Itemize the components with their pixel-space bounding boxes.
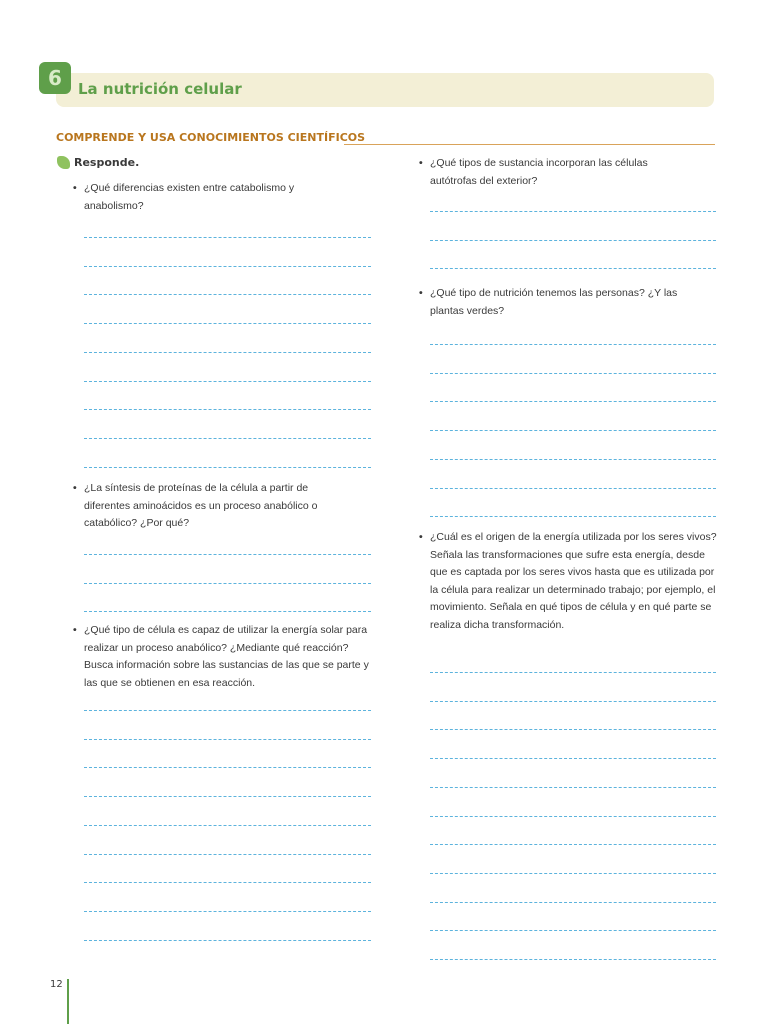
answer-line[interactable] (430, 516, 716, 517)
answer-line[interactable] (84, 583, 371, 584)
answer-line[interactable] (84, 294, 371, 295)
answer-line[interactable] (430, 787, 716, 788)
answer-line[interactable] (84, 467, 371, 468)
answer-line[interactable] (430, 873, 716, 874)
answer-line[interactable] (84, 554, 371, 555)
question-text: ¿Qué tipo de célula es capaz de utilizar la energía solar para realizar un proceso anabólico? ¿Mediante qué reacción? Busca información sobre las sustancias de las que se parte y las que se obtienen en esa reacción. (84, 624, 369, 689)
bullet: • (419, 157, 423, 169)
answer-line[interactable] (84, 409, 371, 410)
answer-line[interactable] (84, 611, 371, 612)
section-heading: COMPRENDE Y USA CONOCIMIENTOS CIENTÍFICOS (56, 131, 366, 144)
answer-line[interactable] (430, 459, 716, 460)
answer-line[interactable] (430, 240, 716, 241)
answer-line[interactable] (84, 438, 371, 439)
answer-line[interactable] (84, 796, 371, 797)
bullet: • (73, 182, 77, 194)
answer-line[interactable] (84, 381, 371, 382)
task-label: Responde. (74, 156, 140, 169)
question-text: ¿La síntesis de proteínas de la célula a partir de diferentes aminoácidos es un proceso anabólico o catabólico? ¿Por qué? (84, 482, 318, 529)
answer-line[interactable] (430, 211, 716, 212)
answer-line[interactable] (84, 237, 371, 238)
answer-line[interactable] (430, 959, 716, 960)
answer-line[interactable] (84, 710, 371, 711)
answer-line[interactable] (430, 401, 716, 402)
answer-line[interactable] (430, 268, 716, 269)
answer-line[interactable] (430, 902, 716, 903)
question-text: ¿Qué tipos de sustancia incorporan las células autótrofas del exterior? (430, 157, 648, 187)
answer-line[interactable] (84, 266, 371, 267)
bullet: • (419, 531, 423, 543)
answer-line[interactable] (84, 854, 371, 855)
answer-line[interactable] (84, 825, 371, 826)
answer-line[interactable] (84, 767, 371, 768)
question-catabolism (73, 180, 324, 215)
answer-line[interactable] (430, 930, 716, 931)
bullet: • (419, 287, 423, 299)
section-divider (344, 144, 715, 145)
answer-line[interactable] (430, 488, 716, 489)
question-protein-synthesis (73, 480, 346, 533)
page-title: La nutrición celular (78, 80, 242, 98)
question-solar-energy-cell (73, 622, 374, 692)
answer-line[interactable] (430, 373, 716, 374)
question-energy-origin (419, 529, 720, 634)
answer-line[interactable] (84, 940, 371, 941)
answer-line[interactable] (430, 816, 716, 817)
margin-rule (67, 979, 69, 1024)
answer-line[interactable] (84, 739, 371, 740)
leaf-icon (57, 156, 70, 169)
question-text: ¿Qué diferencias existen entre catabolismo y anabolismo? (84, 182, 295, 212)
bullet: • (73, 482, 77, 494)
answer-line[interactable] (430, 430, 716, 431)
question-text: ¿Qué tipo de nutrición tenemos las personas? ¿Y las plantas verdes? (430, 287, 678, 317)
chapter-number-badge: 6 (39, 62, 71, 94)
question-nutrition-type (419, 285, 690, 320)
answer-line[interactable] (84, 882, 371, 883)
question-text: ¿Cuál es el origen de la energía utilizada por los seres vivos? Señala las transformaciones que sufre esta energía, desde que es captada por los seres vivos hasta que es utilizada por la célula para realizar un determinado trabajo; por ejemplo, el movimiento. Señala en qué tipos de célula y en qué parte se realiza dicha transformación. (430, 531, 717, 631)
answer-line[interactable] (84, 352, 371, 353)
answer-line[interactable] (430, 344, 716, 345)
answer-line[interactable] (430, 844, 716, 845)
answer-line[interactable] (430, 729, 716, 730)
answer-line[interactable] (430, 758, 716, 759)
answer-line[interactable] (430, 672, 716, 673)
question-autotrophic-substances (419, 155, 690, 190)
answer-line[interactable] (430, 701, 716, 702)
answer-line[interactable] (84, 911, 371, 912)
answer-line[interactable] (84, 323, 371, 324)
bullet: • (73, 624, 77, 636)
page-number: 12 (50, 979, 63, 990)
